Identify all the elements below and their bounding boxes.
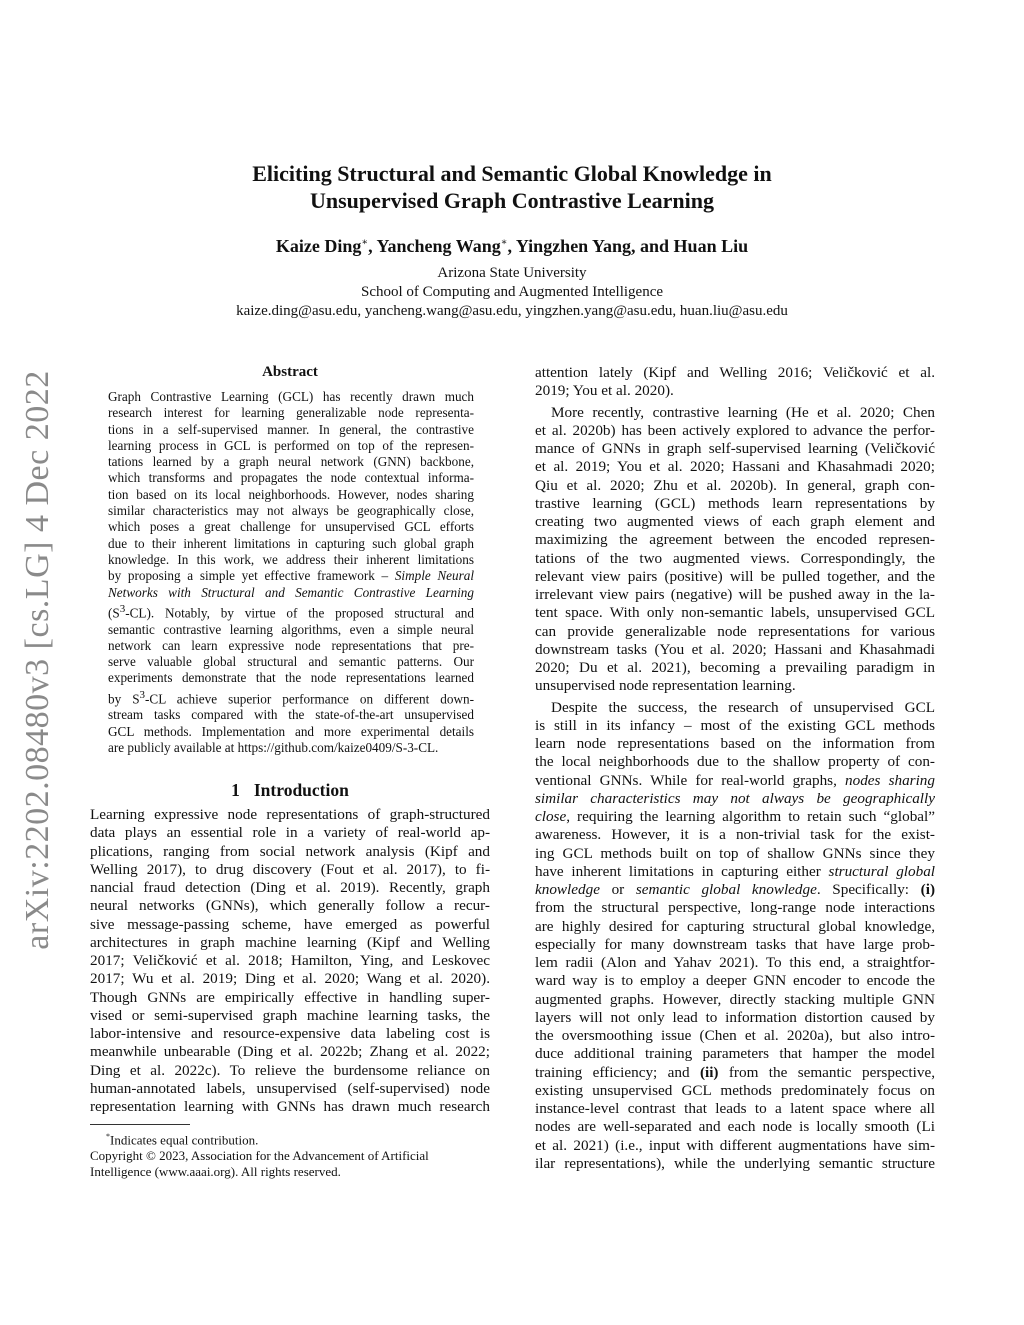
body-text: , requiring the learning algorithm to retain such “global” bbox=[566, 808, 935, 825]
abstract-line bbox=[108, 585, 474, 601]
body-line bbox=[535, 881, 935, 899]
body-line: 2020; Du et al. 2021), becoming a prevailing paradigm in bbox=[535, 659, 935, 676]
author-list bbox=[160, 236, 864, 257]
abstract-line: similar characteristics may not always be geographically close, bbox=[108, 503, 474, 519]
author-emails: kaize.ding@asu.edu, yancheng.wang@asu.edu, yingzhen.yang@asu.edu, huan.liu@asu.edu bbox=[236, 303, 788, 319]
title-line-2: Unsupervised Graph Contrastive Learning bbox=[310, 188, 714, 213]
abstract-text: by proposing a simple yet effective framework – bbox=[108, 568, 389, 584]
body-line: Qiu et al. 2020; Zhu et al. 2020b). In general, graph con- bbox=[535, 476, 935, 494]
abstract-line: knowledge. In this work, we address their inherent limitations bbox=[108, 551, 474, 567]
body-line: mance of GNNs in graph self-supervised learning (Veličković bbox=[535, 440, 935, 457]
body-line: nodes are well-separated and each node is locally smooth (Li bbox=[535, 1118, 935, 1136]
abstract-line bbox=[108, 568, 474, 584]
abstract-line: experiments demonstrate that the node representations learned bbox=[108, 670, 474, 686]
body-line: vised or semi-supervised graph machine learning tasks, the bbox=[90, 1006, 490, 1024]
footnote-equal-contribution bbox=[90, 1129, 490, 1148]
abstract-text: (S bbox=[108, 605, 120, 621]
body-text: training efficiency; and bbox=[535, 1063, 690, 1081]
abstract-line: learning process in GCL is performed on top of the represen- bbox=[108, 437, 474, 453]
abstract-heading: Abstract bbox=[262, 364, 318, 380]
body-text: from the semantic perspective, bbox=[728, 1063, 935, 1081]
body-line: nancial fraud detection (Ding et al. 2019). Recently, graph bbox=[90, 879, 490, 896]
copyright-line-1: Copyright © 2023, Association for the Advancement of Artificial bbox=[90, 1148, 429, 1164]
body-text: have inherent limitations in capturing either bbox=[535, 862, 821, 880]
section-number: 1 bbox=[231, 780, 240, 800]
abstract-line: tions in a self-supervised manner. In general, the contrastive bbox=[108, 421, 474, 437]
body-line: Ding et al. 2022c). To relieve the burdensome reliance on bbox=[90, 1061, 490, 1079]
body-line: Though GNNs are empirically effective in handling super- bbox=[90, 988, 490, 1006]
body-line: layers will not only lead to information distortion caused by bbox=[535, 1008, 935, 1026]
section-title: Introduction bbox=[253, 780, 349, 800]
abstract-line: tations learned by a graph neural network (GNN) backbone, bbox=[108, 454, 474, 470]
body-line: augmented graphs. However, directly stacking multiple GNN bbox=[535, 990, 935, 1008]
body-line: awareness. However, it is a non-trivial task for the exist- bbox=[535, 826, 935, 844]
author-1: Kaize Ding bbox=[275, 236, 362, 256]
abstract-line: network can learn expressive node representations that pre- bbox=[108, 637, 474, 653]
footnote-text: Indicates equal contribution. bbox=[110, 1132, 259, 1148]
body-line: meanwhile unbearable (Ding et al. 2022b; Zhang et al. 2022; bbox=[90, 1043, 490, 1061]
body-line: can provide generalizable node representations for various bbox=[535, 622, 935, 640]
body-line: 2017; Wu et al. 2019; Ding et al. 2020; Wang et al. 2020). bbox=[90, 970, 490, 988]
footnote bbox=[90, 1129, 490, 1180]
body-line: from the structural perspective, long-range node interactions bbox=[535, 899, 935, 917]
body-line bbox=[535, 808, 935, 826]
body-line: lem radii (Alon and Yahav 2021). To this end, a straightfor- bbox=[535, 954, 935, 971]
body-line bbox=[535, 790, 935, 808]
body-line: especially for many downstream tasks that have large prob- bbox=[535, 935, 935, 953]
arxiv-identifier: arXiv:2202.08480v3 [cs.LG] 4 Dec 2022 bbox=[19, 370, 56, 950]
author-2: , Yancheng Wang bbox=[368, 236, 501, 256]
abstract-line: which transforms and propagates the node contextual informa- bbox=[108, 470, 474, 486]
body-text: . Specifically: bbox=[816, 881, 910, 898]
abstract-line: due to their inherent limitations in capturing such global graph bbox=[108, 535, 474, 551]
body-line: et al. 2020b) has been actively explored to advance the perfor- bbox=[535, 421, 935, 439]
framework-name-part1: Simple Neural bbox=[394, 568, 475, 584]
body-line: duce additional training parameters that hamper the model bbox=[535, 1045, 935, 1063]
body-line: ilar representations), while the underlying semantic structure bbox=[535, 1154, 935, 1172]
body-line: existing unsupervised GCL methods predominately focus on bbox=[535, 1081, 935, 1099]
body-line: labor-intensive and resource-expensive data labeling cost is bbox=[90, 1025, 490, 1042]
framework-name-part2: Networks with bbox=[108, 584, 191, 600]
body-line: sive message-passing scheme, have emerged as powerful bbox=[90, 915, 490, 933]
body-line: data plays an essential role in a variety of real-world ap- bbox=[90, 824, 490, 842]
body-text: or bbox=[599, 881, 636, 898]
abstract-line: tion based on its local neighborhoods. However, nodes sharing bbox=[108, 486, 474, 502]
superscript-3: 3 bbox=[139, 688, 146, 701]
intro-right-column bbox=[535, 364, 935, 1173]
body-line: plications, ranging from social network analysis (Kipf and bbox=[90, 842, 490, 860]
body-line bbox=[535, 863, 935, 881]
emphasis-text: similar characteristics may not always be geographically bbox=[535, 789, 935, 807]
body-line: instance-level contrast that leads to a latent space where all bbox=[535, 1100, 935, 1117]
abstract-line: serve valuable global structural and semantic patterns. Our bbox=[108, 654, 474, 670]
abstract-line: are publicly available at https://github.com/kaize0409/S-3-CL. bbox=[108, 740, 439, 756]
body-line: ing GCL methods built on top of shallow GNNs since they bbox=[535, 844, 935, 862]
body-line: are highly desired for capturing structural global knowledge, bbox=[535, 917, 935, 935]
abstract-body bbox=[108, 389, 474, 756]
body-line: More recently, contrastive learning (He et al. 2020; Chen bbox=[551, 403, 935, 421]
body-line bbox=[535, 1064, 935, 1082]
body-line: downstream tasks (You et al. 2020; Hassani and Khasahmadi bbox=[535, 640, 935, 658]
body-line: human-annotated labels, unsupervised (self-supervised) node bbox=[90, 1079, 490, 1097]
copyright-line-2: Intelligence (www.aaai.org). All rights reserved. bbox=[90, 1164, 341, 1180]
framework-name-part3: Structural and Semantic Contrastive Learning bbox=[201, 584, 474, 600]
author-rest: , Yingzhen Yang, and Huan Liu bbox=[507, 236, 749, 256]
body-line: Welling 2017), to drug discovery (Fout et al. 2017), to fi- bbox=[90, 860, 490, 878]
bold-marker: (ii) bbox=[699, 1063, 719, 1081]
body-line: maximizing the agreement between the encoded represen- bbox=[535, 531, 935, 549]
emphasis-text: structural global bbox=[828, 862, 936, 880]
body-line: Despite the success, the research of unsupervised GCL bbox=[551, 698, 935, 716]
body-line: tent space. With only non-semantic labels, unsupervised GCL bbox=[535, 604, 935, 622]
emphasis-text: nodes sharing bbox=[845, 771, 935, 789]
body-line: ward way is to employ a deeper GNN encoder to encode the bbox=[535, 972, 935, 990]
abstract-line bbox=[108, 687, 474, 708]
body-line: neural networks (GNNs), which generally follow a recur- bbox=[90, 897, 490, 915]
body-line: the oversmoothing issue (Chen et al. 2020a), but also intro- bbox=[535, 1027, 935, 1044]
body-line: et al. 2021) (i.e., input with different augmentations have sim- bbox=[535, 1136, 935, 1154]
paper-title bbox=[160, 160, 864, 214]
body-line: creating two augmented views of each graph element and bbox=[535, 513, 935, 530]
body-line: relevant view pairs (positive) will be pulled together, and the bbox=[535, 567, 935, 585]
affiliation-university: Arizona State University bbox=[437, 265, 587, 281]
arxiv-side-stamp bbox=[8, 360, 68, 960]
abstract-line: semantic contrastive learning algorithms, even a simple neural bbox=[108, 621, 474, 637]
footnote-rule bbox=[90, 1124, 190, 1125]
abstract-text: by S bbox=[108, 691, 140, 707]
body-line bbox=[535, 772, 935, 790]
emphasis-text: close bbox=[535, 808, 567, 825]
intro-left-column bbox=[90, 806, 490, 1116]
body-line: attention lately (Kipf and Welling 2016; Veličković et al. bbox=[535, 364, 935, 381]
bold-marker: (i) bbox=[920, 881, 936, 898]
body-line: learn node representations based on the information from bbox=[535, 735, 935, 752]
body-line: 2019; You et al. 2020). bbox=[535, 382, 674, 400]
body-line: trastive learning (GCL) methods learn representations by bbox=[535, 494, 935, 512]
abstract-text: -CL achieve superior performance on different down- bbox=[145, 691, 474, 707]
body-line: unsupervised node representation learning. bbox=[535, 677, 796, 695]
affiliation-school: School of Computing and Augmented Intelligence bbox=[360, 284, 664, 300]
abstract-line: research interest for learning generalizable node representa- bbox=[108, 405, 474, 421]
body-line: Learning expressive node representations of graph-structured bbox=[90, 806, 490, 823]
emphasis-text: semantic global knowledge bbox=[635, 881, 817, 898]
abstract-line: stream tasks compared with the state-of-the-art unsupervised bbox=[108, 707, 474, 723]
section-heading-introduction bbox=[90, 780, 490, 801]
abstract-line: which poses a great challenge for unsupervised GCL efforts bbox=[108, 519, 474, 535]
superscript-3: 3 bbox=[119, 602, 126, 615]
abstract-line: GCL methods. Implementation and more experimental details bbox=[108, 723, 474, 739]
body-line: et al. 2019; You et al. 2020; Hassani and Khasahmadi 2020; bbox=[535, 458, 935, 476]
body-line: irrelevant view pairs (negative) will be pushed away in the la- bbox=[535, 586, 935, 603]
body-line: 2017; Veličković et al. 2018; Hamilton, Ying, and Leskovec bbox=[90, 952, 490, 969]
body-line: the local neighborhoods due to the shallow property of con- bbox=[535, 753, 935, 771]
title-line-1: Eliciting Structural and Semantic Global Knowledge in bbox=[252, 161, 772, 186]
abstract-text: -CL). Notably, by virtue of the proposed structural and bbox=[125, 605, 474, 621]
body-line: tations of the two augmented views. Correspondingly, the bbox=[535, 549, 935, 567]
equal-contribution-mark: ∗ bbox=[500, 237, 508, 248]
abstract-line: Graph Contrastive Learning (GCL) has recently drawn much bbox=[108, 389, 474, 404]
footnote-mark: * bbox=[106, 1132, 110, 1141]
abstract-line bbox=[108, 601, 474, 622]
body-line: architectures in graph machine learning (Kipf and Welling bbox=[90, 933, 490, 951]
emphasis-text: knowledge bbox=[535, 881, 600, 898]
body-line: is still in its infancy – most of the existing GCL methods bbox=[535, 716, 935, 734]
body-text: ventional GNNs. While for real-world graphs, bbox=[535, 771, 837, 789]
body-line: representation learning with GNNs has drawn much research bbox=[90, 1098, 490, 1115]
equal-contribution-mark: ∗ bbox=[361, 237, 369, 248]
